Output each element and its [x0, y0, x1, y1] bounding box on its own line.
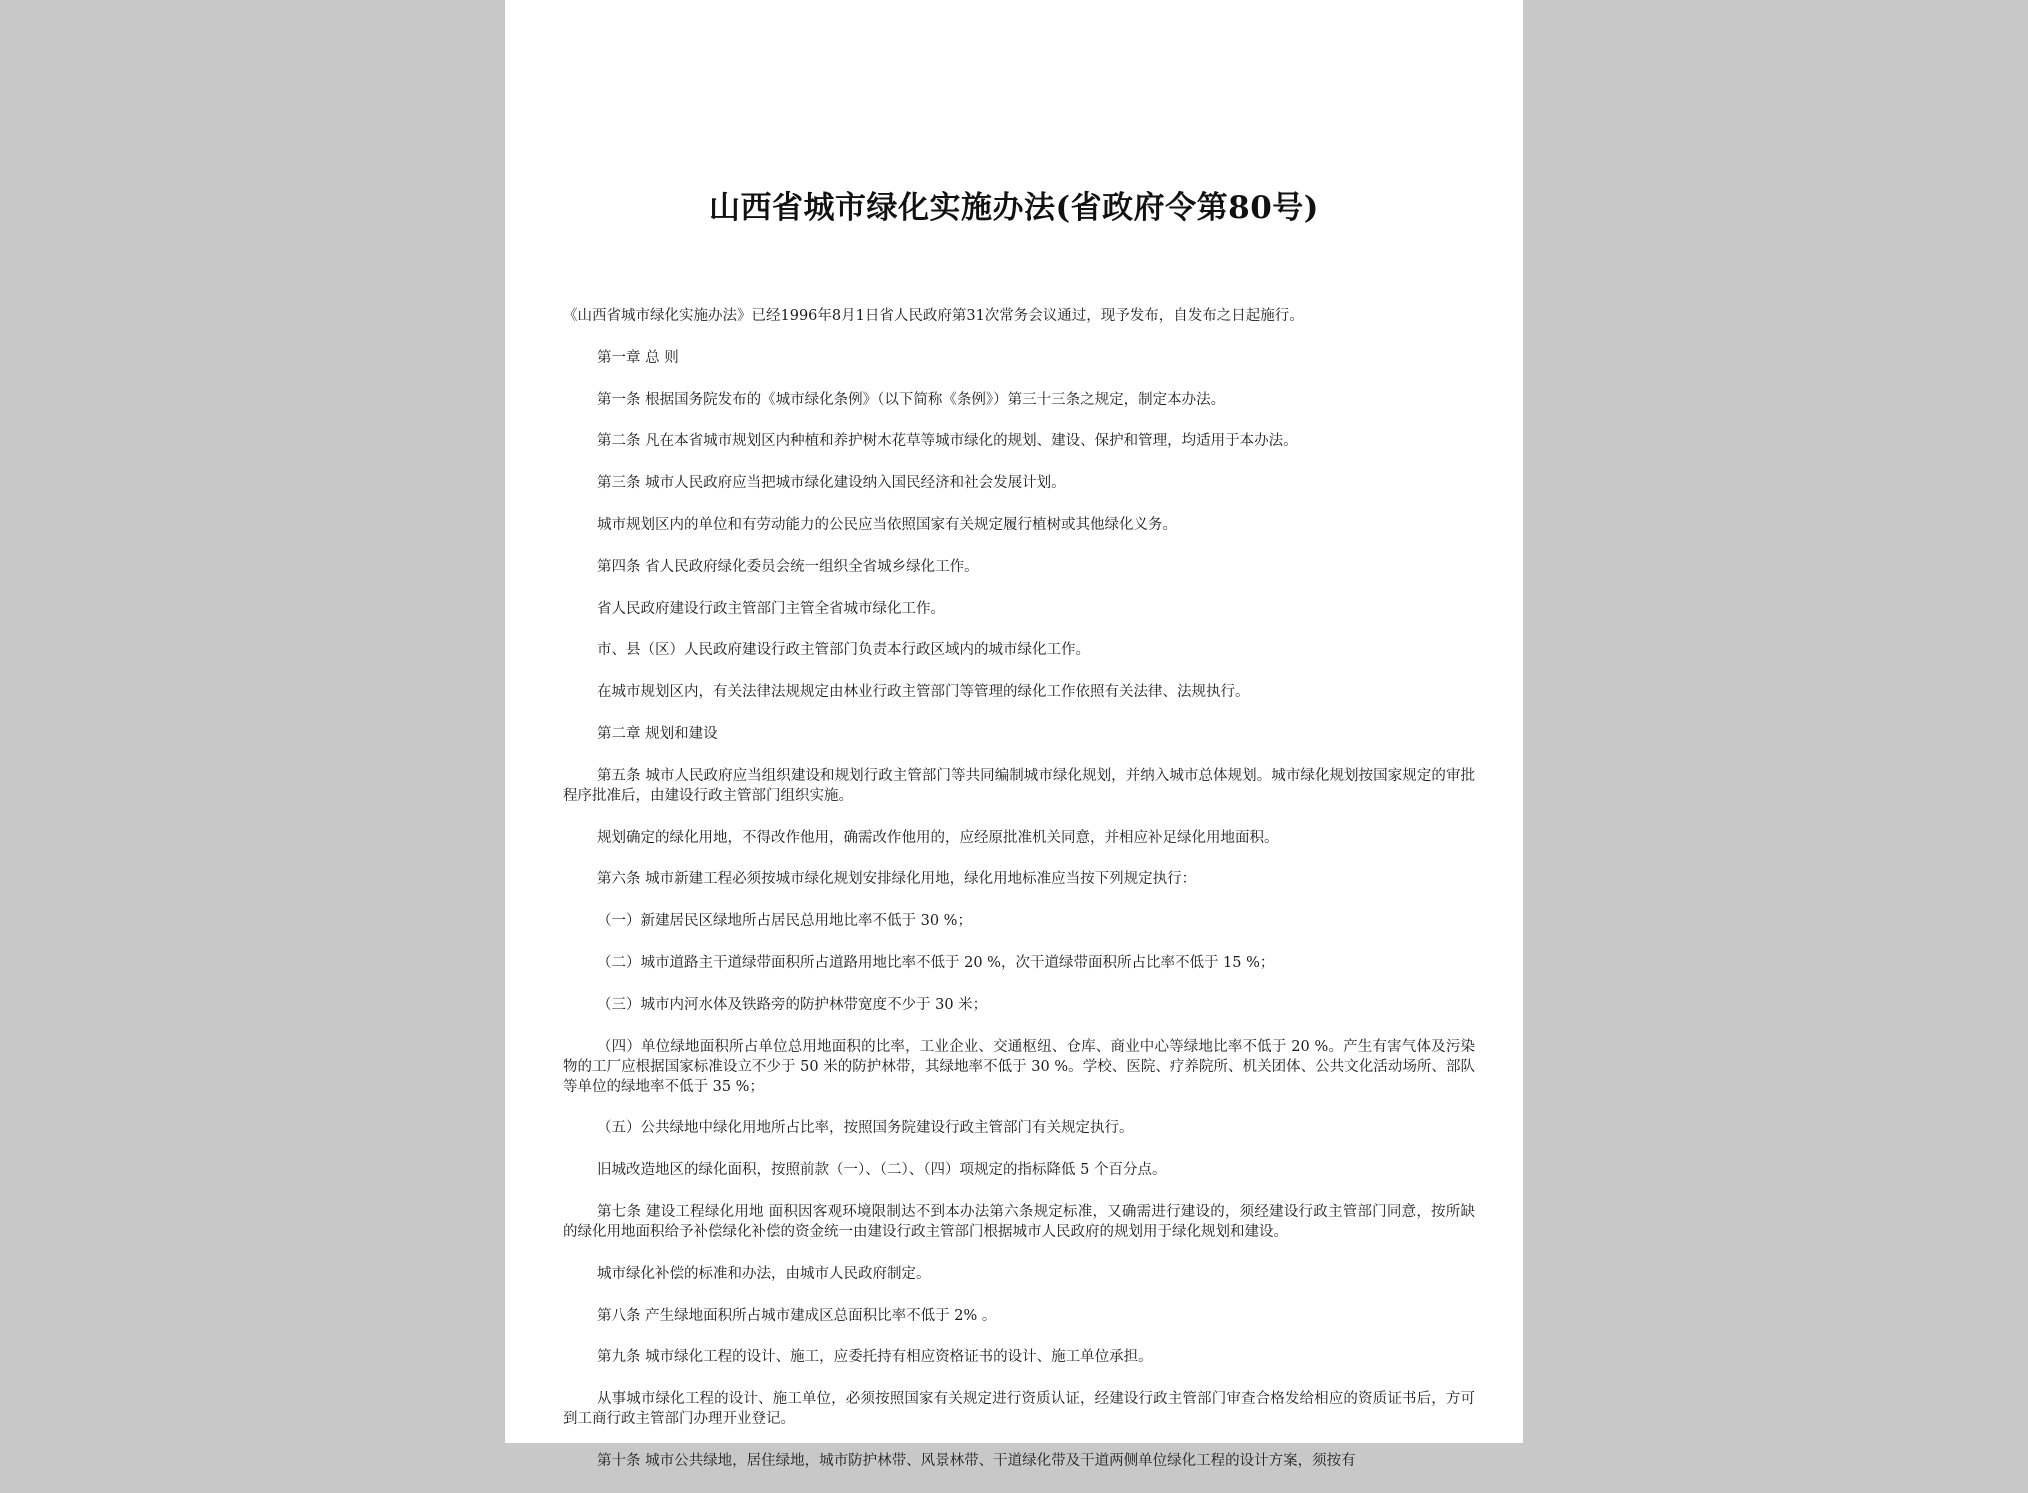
- paragraph: 在城市规划区内，有关法律法规规定由林业行政主管部门等管理的绿化工作依照有关法律、法规执行。: [597, 684, 1250, 701]
- paragraph: 市、县（区）人民政府建设行政主管部门负责本行政区域内的城市绿化工作。: [597, 642, 1090, 659]
- paragraph-preamble: 《山西省城市绿化实施办法》已经1996年8月1日省人民政府第31次常务会议通过，现予发布，自发布之日起施行。: [563, 308, 1304, 324]
- paragraph: 旧城改造地区的绿化面积，按照前款（一）、（二）、（四）项规定的指标降低 5 个百分点。: [597, 1162, 1167, 1179]
- list-item: （二）城市道路主干道绿带面积所占道路用地比率不低于 20 %，次干道绿带面积所占比率不低于 15 %；: [597, 954, 1275, 971]
- paragraph: 城市绿化补偿的标准和办法，由城市人民政府制定。: [597, 1265, 931, 1282]
- paragraph: 第六条 城市新建工程必须按城市绿化规划安排绿化用地，绿化用地标准应当按下列规定执行：: [597, 871, 1197, 888]
- list-item: （一）新建居民区绿地所占居民总用地比率不低于 30 %；: [597, 913, 972, 930]
- list-item: （五）公共绿地中绿化用地所占比率，按照国务院建设行政主管部门有关规定执行。: [597, 1120, 1134, 1137]
- chapter-heading: 第一章 总 则: [597, 349, 679, 366]
- paragraph: 从事城市绿化工程的设计、施工单位，必须按照国家有关规定进行资质认证，经建设行政主管部门审查合格发给相应的资质证书后，方可到工商行政主管部门办理开业登记。: [563, 1391, 1475, 1428]
- list-item: （三）城市内河水体及铁路旁的防护林带宽度不少于 30 米；: [597, 996, 988, 1013]
- paragraph: 城市规划区内的单位和有劳动能力的公民应当依照国家有关规定履行植树或其他绿化义务。: [597, 516, 1177, 533]
- paragraph: 第三条 城市人民政府应当把城市绿化建设纳入国民经济和社会发展计划。: [597, 475, 1066, 492]
- paragraph: 第一条 根据国务院发布的《城市绿化条例》（以下简称《条例》）第三十三条之规定，制定本办法。: [597, 391, 1226, 408]
- paragraph: 第十条 城市公共绿地，居住绿地，城市防护林带、风景林带、干道绿化带及干道两侧单位绿化工程的设计方案，须按有: [597, 1452, 1356, 1469]
- chapter-heading: 第二章 规划和建设: [597, 725, 718, 742]
- document-page: [505, 0, 1523, 1469]
- paragraph: 第七条 建设工程绿化用地 面积因客观环境限制达不到本办法第六条规定标准，又确需进行建设的，须经建设行政主管部门同意，按所缺的绿化用地面积给予补偿绿化补偿的资金统一由建设行政主管部门根据城市人民政府的规划用于绿化规划和建设。: [563, 1203, 1475, 1240]
- paragraph: 规划确定的绿化用地，不得改作他用，确需改作他用的，应经原批准机关同意，并相应补足绿化用地面积。: [597, 829, 1279, 846]
- list-item: （四）单位绿地面积所占单位总用地面积的比率，工业企业、交通枢纽、仓库、商业中心等绿地比率不低于 20 %。产生有害气体及污染物的工厂应根据国家标准设立不少于 50 米的防护林带，其绿地率不低于 30 %。学校、医院、疗养院所、机关团体、公共文化活动场所、部队等单位的绿地率不低于 35 %；: [563, 1038, 1475, 1095]
- document-title: 山西省城市绿化实施办法(省政府令第80号): [709, 190, 1319, 226]
- paragraph: 第九条 城市绿化工程的设计、施工，应委托持有相应资格证书的设计、施工单位承担。: [597, 1349, 1153, 1366]
- paragraph: 第八条 产生绿地面积所占城市建成区总面积比率不低于 2% 。: [597, 1307, 997, 1324]
- paragraph: 第二条 凡在本省城市规划区内种植和养护树木花草等城市绿化的规划、建设、保护和管理，均适用于本办法。: [597, 433, 1298, 450]
- paragraph: 第五条 城市人民政府应当组织建设和规划行政主管部门等共同编制城市绿化规划，并纳入城市总体规划。城市绿化规划按国家规定的审批程序批准后，由建设行政主管部门组织实施。: [563, 767, 1475, 804]
- paragraph: 第四条 省人民政府绿化委员会统一组织全省城乡绿化工作。: [597, 558, 979, 575]
- document-body: [563, 306, 1475, 1493]
- paragraph: 省人民政府建设行政主管部门主管全省城市绿化工作。: [597, 600, 945, 617]
